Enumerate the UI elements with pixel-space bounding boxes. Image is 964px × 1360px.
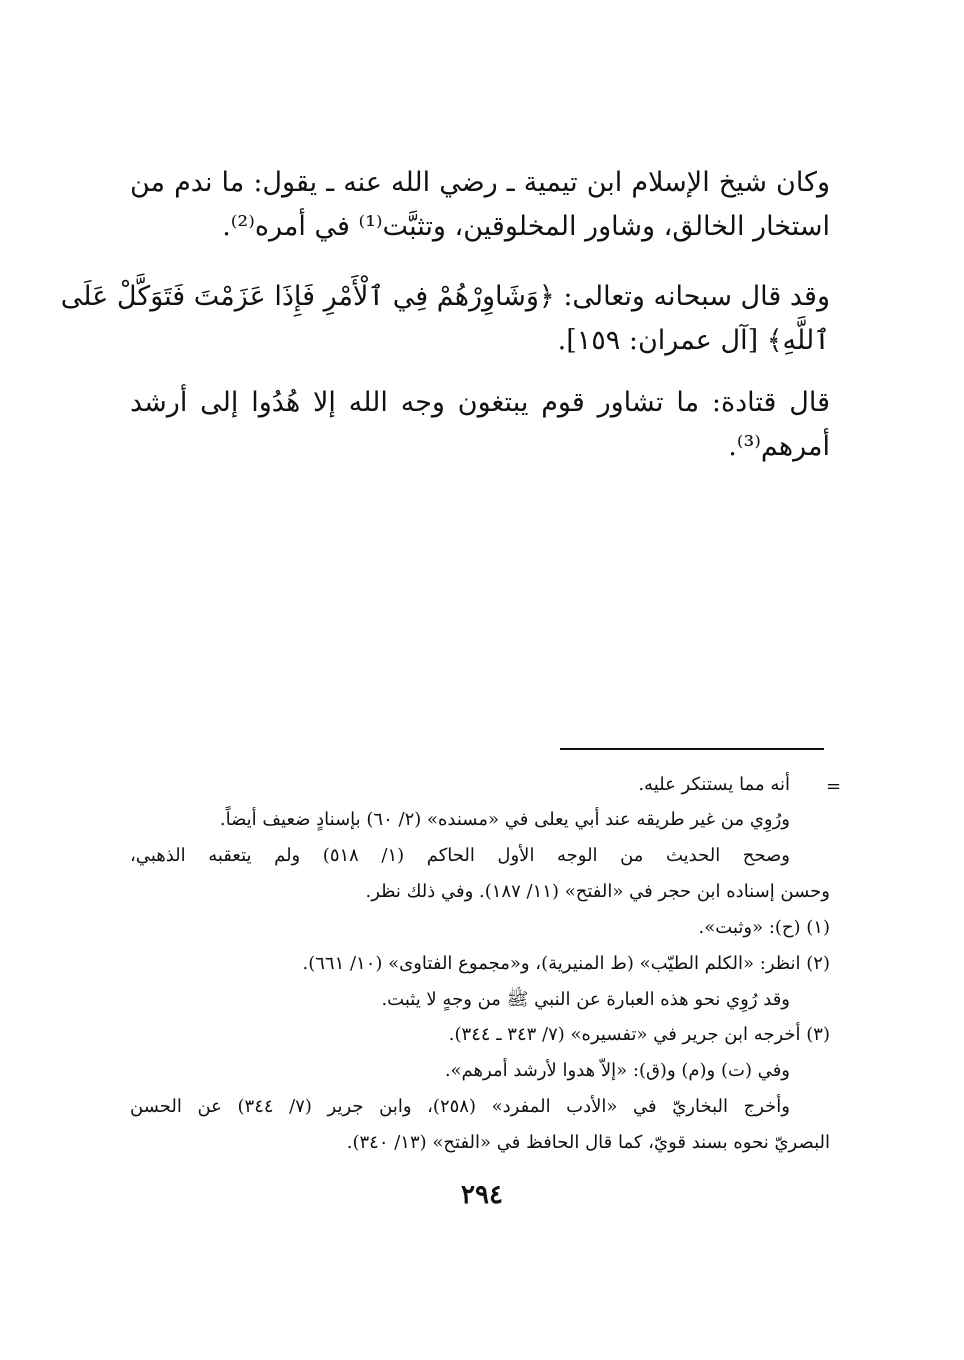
continuation-mark: = [826, 776, 842, 797]
paragraph-1-line-1: وكان شيخ الإسلام ابن تيمية ـ رضي الله عنه ـ يقول: ما ندم من [130, 167, 830, 198]
paragraph-2-line-2: ٱللَّهِ﴾ [آل عمران: ١٥٩]. [557, 325, 830, 356]
footnote-3-line-4: البصريّ نحوه بسند قويّ، كما قال الحافظ في «الفتح» (١٣/ ٣٤٠). [346, 1132, 830, 1153]
footnote-continuation-line-4: وحسن إسناده ابن حجر في «الفتح» (١١/ ١٨٧). وفي ذلك نظر. [365, 881, 830, 902]
footnote-3: (٣) أخرجه ابن جرير في «تفسيره» (٧/ ٣٤٣ ـ ٣٤٤). [448, 1024, 830, 1045]
footnote-3-line-2: وفي (ت) و(م) و(ق): «إلاّ هدوا لأرشد أمرهم». [444, 1060, 790, 1081]
paragraph-3-line-2: أمرهم⁽³⁾. [728, 431, 830, 462]
footnote-continuation-line-2: ورُوِي من غير طريقه عند أبي يعلى في «مسنده» (٢/ ٦٠) بإسنادٍ ضعيف أيضاً. [219, 809, 790, 830]
footnote-continuation-line-3: وصحح الحديث من الوجه الأول الحاكم (١/ ٥١٨) ولم يتعقبه الذهبي، [130, 845, 791, 866]
footnote-1: (١) (ح): «وثبت». [698, 917, 830, 938]
paragraph-1-line-2: استخار الخالق، وشاور المخلوقين، وتثبَّت⁽¹⁾ في أمره⁽²⁾. [222, 211, 830, 242]
footnote-2-line-2: وقد رُوِي نحو هذه العبارة عن النبي ﷺ من وجهٍ لا يثبت. [381, 989, 790, 1010]
paragraph-2-line-1: وقد قال سبحانه وتعالى: ﴿وَشَاوِرْهُمْ فِي ٱلْأَمْرِ فَإِذَا عَزَمْتَ فَتَوَكَّلْ عَلَى [60, 281, 830, 312]
page-number: ٢٩٤ [461, 1180, 503, 1210]
footnote-3-line-3: وأخرج البخاريّ في «الأدب المفرد» (٢٥٨)، وابن جرير (٧/ ٣٤٤) عن الحسن [130, 1096, 790, 1117]
footnote-2: (٢) انظر: «الكلم الطيّب» (ط المنيرية)، و«مجموع الفتاوى» (١٠/ ٦٦١). [302, 953, 830, 974]
paragraph-3-line-1: قال قتادة: ما تشاور قوم يبتغون وجه الله إلا هُدُوا إلى أرشد [130, 387, 830, 418]
footnote-continuation-line-1: أنه مما يستنكر عليه. [638, 774, 790, 795]
footnote-separator [560, 748, 824, 750]
